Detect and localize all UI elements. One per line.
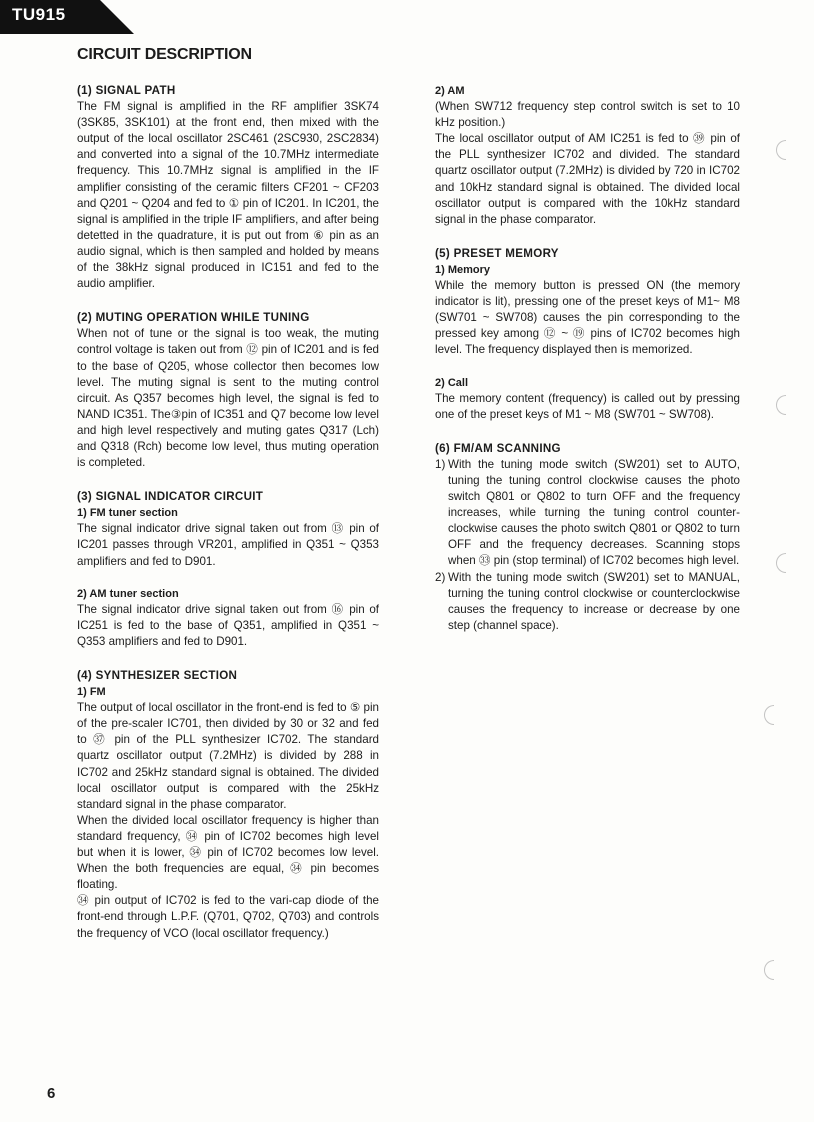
model-label: TU915	[12, 5, 66, 24]
subsection-heading: 2) AM tuner section	[77, 587, 179, 600]
scan-mark	[764, 705, 774, 725]
left-column	[77, 83, 379, 942]
list-number: 2)	[435, 570, 446, 584]
list-item	[435, 570, 740, 634]
section-heading: (4) SYNTHESIZER SECTION	[77, 669, 238, 682]
paragraph: When not of tune or the signal is too weak, the muting control voltage is taken out from ⑫ pin of IC201 and is fed to the base of Q205, whose collector then becomes low level. The muting signal is sent to the muting control circuit. As Q357 becomes high level, the signal is fed to NAND IC351. The③pin of IC351 and Q7 become low level and high level respectively and muting gates Q317 (Lch) and Q318 (Rch) become low level, thus muting operation is completed.	[77, 327, 379, 470]
paragraph: The memory content (frequency) is called out by pressing one of the preset keys of M1 ~ M8 (SW701 ~ SW708).	[435, 391, 740, 421]
paragraph: The FM signal is amplified in the RF amplifier 3SK74 (3SK85, 3SK101) at the front end, then mixed with the output of the local oscillator 2SC461 (2SC930, 2SC2834) and converted into a signal of the 10.7MHz intermediate frequency. This 10.7MHz signal is amplified in the IF amplifier consisting of the ceramic filters CF201 ~ CF203 and Q201 ~ Q204 and fed to ① pin of IC201. In IC201, the signal is amplified in the triple IF amplifiers, and after being detetted in the quadrature, it is put out from ⑥ pin as an audio signal, which is then sampled and holded by means of the 38kHz signal produced in IC151 and fed to the audio amplifier.	[77, 100, 379, 291]
subsection-heading: 1) FM tuner section	[77, 507, 178, 520]
paragraph: When the divided local oscillator frequency is higher than standard frequency, ㉞ pin of IC702 becomes high level but when it is lower, ㉞ pin of IC702 becomes low level. When the both frequencies are equal, ㉞ pin becomes floating.	[77, 813, 379, 892]
subsection-heading: 1) FM	[77, 686, 106, 699]
page-title: CIRCUIT DESCRIPTION	[77, 46, 252, 63]
section-scanning	[435, 441, 740, 634]
section-heading: (2) MUTING OPERATION WHILE TUNING	[77, 311, 310, 325]
list-item	[435, 457, 740, 570]
scan-mark	[764, 960, 774, 980]
section-heading: (5) PRESET MEMORY	[435, 246, 559, 260]
scan-mark	[776, 140, 786, 160]
section-preset	[435, 246, 740, 423]
subsection-heading: 2) AM	[435, 85, 465, 97]
section-heading: (6) FM/AM SCANNING	[435, 441, 561, 455]
section-muting	[77, 310, 379, 471]
scan-mark	[776, 395, 786, 415]
scan-mark	[776, 553, 786, 573]
list-number: 1)	[435, 457, 446, 471]
paragraph: While the memory button is pressed ON (the memory indicator is lit), pressing one of the preset keys of M1~ M8 (SW701 ~ SW708) causes the pin corresponding to the pressed key among ⑫ ~ ⑲ pins of IC702 becomes high level. The frequency displayed then is memorized.	[435, 279, 740, 357]
scanning-list	[435, 457, 740, 634]
list-text: With the tuning mode switch (SW201) set to MANUAL, turning the tuning control clockwise or counterclockwise causes the frequency to increase or decrease by one step (channel space).	[448, 570, 740, 632]
list-text: With the tuning mode switch (SW201) set to AUTO, tuning the tuning control clockwise causes the photo switch Q801 or Q802 to turn OFF and the frequency increases, while turning the tuning control counter-clockwise causes the photo switch Q801 or Q802 to turn OFF and the frequency decreases. Scanning stops when ㉝ pin (stop terminal) of IC702 becomes high level.	[448, 457, 740, 568]
section-synthesizer-am	[435, 83, 740, 228]
section-indicator	[77, 489, 379, 650]
paragraph: (When SW712 frequency step control switch is set to 10 kHz position.)	[435, 100, 740, 130]
paragraph: The local oscillator output of AM IC251 is fed to ㊴ pin of the PLL synthesizer IC702 and divided. The standard quartz oscillator output (7.2MHz) is divided by 720 in IC702 and 10kHz standard signal is obtained. The divided local oscillator output is compared with the 10kHz standard signal in the phase comparator.	[435, 132, 740, 226]
subsection-heading: 2) Call	[435, 376, 469, 389]
page-number: 6	[47, 1085, 56, 1102]
paragraph: The signal indicator drive signal taken out from ⑯ pin of IC251 is fed to the base of Q351, amplified in Q351 ~ Q353 amplifiers and fed to D901.	[77, 602, 379, 648]
paragraph: The output of local oscillator in the front-end is fed to ⑤ pin of the pre-scaler IC701, then divided by 30 or 32 and fed to ㊲ pin of the PLL synthesizer IC702. The standard quartz oscillator output (7.2MHz) is divided by 288 in IC702 and 25kHz standard signal is obtained. The divided local oscillator output is compared with the 25kHz standard signal in the phase comparator.	[77, 701, 379, 811]
section-heading: (3) SIGNAL INDICATOR CIRCUIT	[77, 490, 264, 504]
subsection-heading: 1) Memory	[435, 263, 491, 276]
paragraph: ㉞ pin output of IC702 is fed to the vari-cap diode of the front-end through L.P.F. (Q701, Q702, Q703) and controls the frequency of VCO (local oscillator frequency.)	[77, 894, 379, 940]
paragraph: The signal indicator drive signal taken out from ⑬ pin of IC201 passes through VR201, amplified in Q351 ~ Q353 amplifiers and fed to D901.	[77, 522, 379, 568]
section-signal-path	[77, 83, 379, 292]
section-synthesizer	[77, 668, 379, 942]
right-column	[435, 83, 740, 634]
section-heading: (1) SIGNAL PATH	[77, 84, 176, 97]
